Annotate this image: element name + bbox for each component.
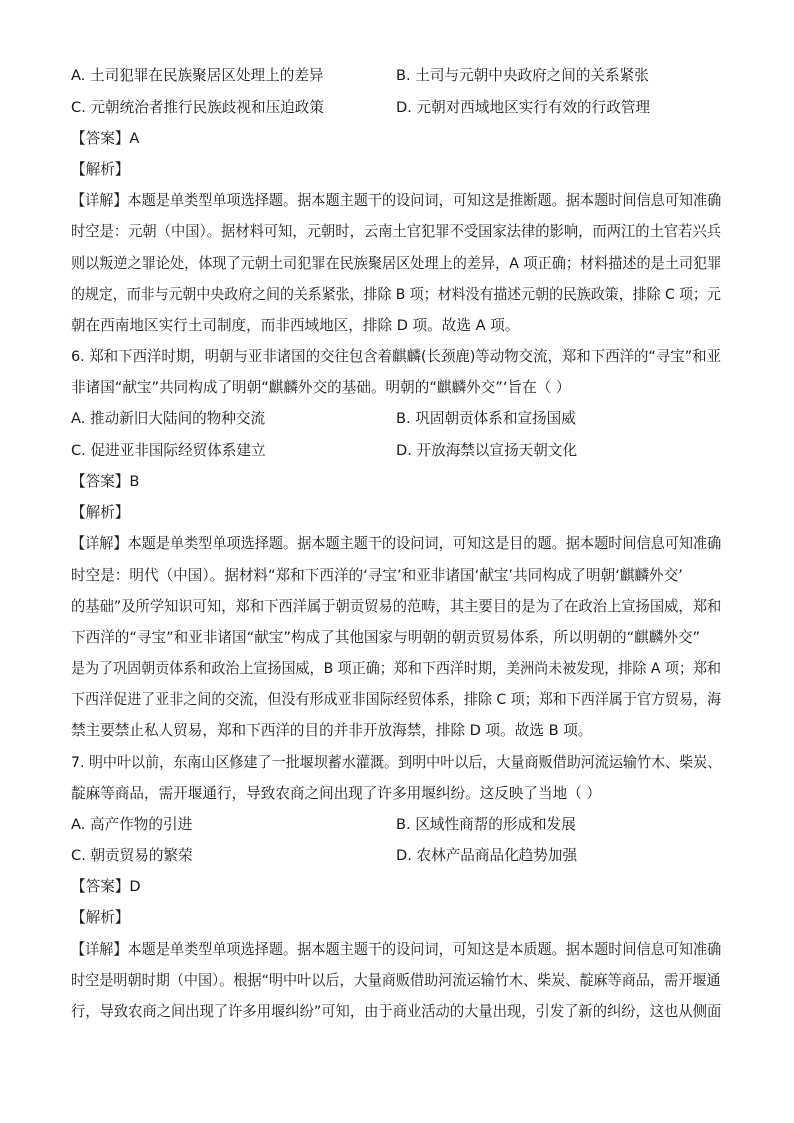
q6-answer: 【答案】B: [71, 473, 140, 490]
q6-detail-line: 下西洋的“寻宝”和亚非诸国“献宝”构成了其他国家与明朝的朝贡贸易体系，所以明朝的“麒麟外交”: [71, 629, 701, 646]
q7-option-d: D. 农林产品商品化趋势加强: [396, 847, 578, 864]
q5-option-d: D. 元朝对西域地区实行有效的行政管理: [396, 99, 651, 116]
q6-detail-line: 禁主要禁止私人贸易，郑和下西洋的目的并非开放海禁，排除 D 项。故选 B 项。: [71, 722, 593, 739]
q7-stem-line: 7. 明中叶以前，东南山区修建了一批堰坝蓄水灌溉。到明中叶以后，大量商贩借助河流运输竹木、柴炭、: [71, 754, 722, 771]
q6-stem-line: 6. 郑和下西洋时期，明朝与亚非诸国的交往包含着麒麟(长颈鹿)等动物交流，郑和下西洋的“寻宝”和亚: [71, 348, 722, 365]
q5-analysis-label: 【解析】: [71, 161, 130, 178]
q5-option-c: C. 元朝统治者推行民族歧视和压迫政策: [71, 99, 324, 116]
q7-detail-line: 时空是明朝时期（中国）。根据“明中叶以后，大量商贩借助河流运输竹木、柴炭、靛麻等商品，需开堰通: [71, 972, 721, 989]
q6-detail-line: 【详解】本题是单类型单项选择题。据本题主题干的设问词，可知这是目的题。据本题时间信息可知准确: [71, 535, 722, 552]
q7-option-a: A. 高产作物的引进: [71, 816, 193, 833]
q5-detail-line: 【详解】本题是单类型单项选择题。据本题主题干的设问词，可知这是推断题。据本题时间信息可知准确: [71, 192, 722, 209]
q5-detail-line: 时空是：元朝（中国）。据材料可知，元朝时，云南土官犯罪不受国家法律的影响，而两江的土官若兴兵: [71, 223, 722, 240]
q6-detail-line: 是为了巩固朝贡体系和政治上宣扬国威，B 项正确；郑和下西洋时期，美洲尚未被发现，排除 A 项；郑和: [71, 660, 722, 677]
q7-stem-line: 靛麻等商品，需开堰通行，导致农商之间出现了许多用堰纠纷。这反映了当地（ ）: [71, 785, 602, 802]
q5-detail-line: 的规定，而非与元朝中央政府之间的关系紧张，排除 B 项；材料没有描述元朝的民族政策，排除 C 项；元: [71, 286, 721, 303]
q6-detail-line: 时空是：明代（中国）。据材料“郑和下西洋的‘寻宝’和亚非诸国‘献宝’共同构成了明朝‘麒麟外交’: [71, 567, 683, 584]
q6-analysis-label: 【解析】: [71, 504, 130, 521]
q6-option-c: C. 促进亚非国际经贸体系建立: [71, 442, 266, 459]
q7-answer: 【答案】D: [71, 878, 141, 895]
q6-option-d: D. 开放海禁以宣扬天朝文化: [396, 442, 578, 459]
q5-detail-line: 朝在西南地区实行土司制度，而非西域地区，排除 D 项。故选 A 项。: [71, 317, 520, 334]
q5-option-a: A. 土司犯罪在民族聚居区处理上的差异: [71, 67, 324, 84]
q7-detail-line: 行，导致农商之间出现了许多用堰纠纷”可知，由于商业活动的大量出现，引发了新的纠纷，这也从侧面: [71, 1003, 722, 1020]
q5-detail-line: 则以叛逆之罪论处，体现了元朝土司犯罪在民族聚居区处理上的差异，A 项正确；材料描述的是土司犯罪: [71, 255, 722, 272]
q6-option-b: B. 巩固朝贡体系和宣扬国威: [396, 410, 576, 427]
q5-answer: 【答案】A: [71, 130, 140, 147]
q6-stem-line: 非诸国“献宝”共同构成了明朝“麒麟外交的基础。明朝的“麒麟外交”‘旨在（ ）: [71, 379, 571, 396]
q7-detail-line: 【详解】本题是单类型单项选择题。据本题主题干的设问词，可知这是本质题。据本题时间信息可知准确: [71, 941, 722, 958]
q7-analysis-label: 【解析】: [71, 909, 130, 926]
q7-option-c: C. 朝贡贸易的繁荣: [71, 847, 193, 864]
q6-detail-line: 的基础”及所学知识可知，郑和下西洋属于朝贡贸易的范畴，其主要目的是为了在政治上宣扬国威，郑和: [71, 598, 722, 615]
q6-detail-line: 下西洋促进了亚非之间的交流，但没有形成亚非国际经贸体系，排除 C 项；郑和下西洋属于官方贸易，海: [71, 691, 722, 708]
q5-option-b: B. 土司与元朝中央政府之间的关系紧张: [396, 67, 649, 84]
q6-option-a: A. 推动新旧大陆间的物种交流: [71, 410, 266, 427]
q7-option-b: B. 区域性商帮的形成和发展: [396, 816, 576, 833]
